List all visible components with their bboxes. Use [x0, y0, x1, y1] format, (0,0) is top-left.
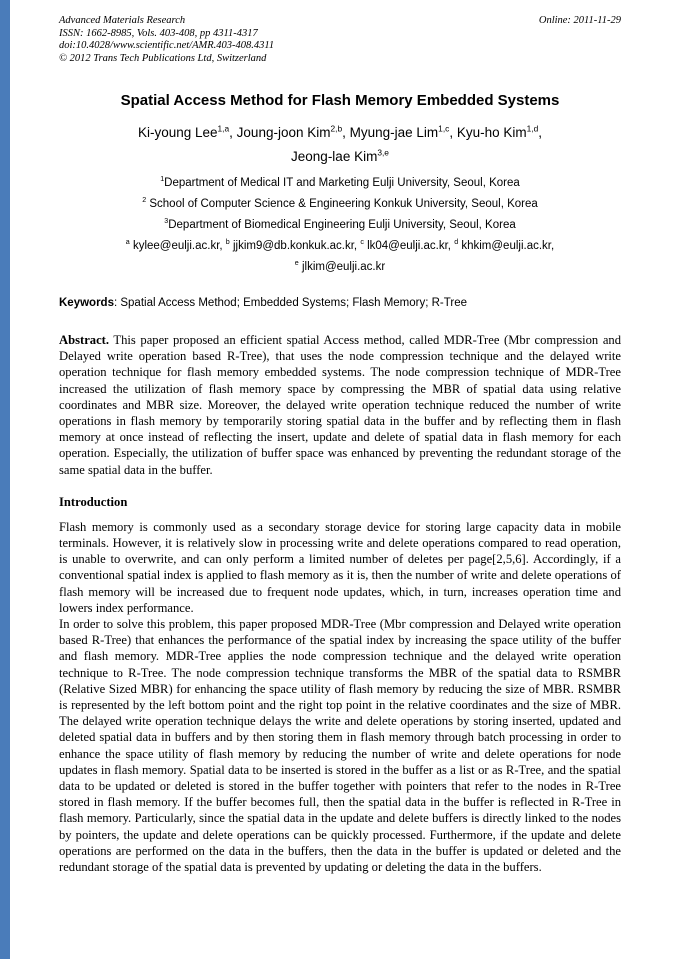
author-name — [350, 125, 457, 140]
keywords-text: : Spatial Access Method; Embedded Systems; Flash Memory; R-Tree — [113, 297, 467, 309]
author-name-text: Myung-jae Lim — [349, 125, 439, 140]
email-superscript: d — [454, 238, 459, 247]
copyright-line: © 2012 Trans Tech Publications Ltd, Switzerland — [59, 52, 267, 64]
email-line-1 — [59, 240, 621, 252]
author-superscript: 1,d — [526, 123, 539, 134]
affiliation-superscript: 3 — [164, 217, 169, 226]
author-name — [457, 125, 542, 140]
email-superscript: e — [294, 259, 299, 268]
affiliation-text: School of Computer Science & Engineering Konkuk University, Seoul, Korea — [146, 198, 538, 210]
left-edge-bar — [0, 0, 10, 959]
email-item — [295, 261, 385, 273]
emails-block — [59, 240, 621, 273]
page-content — [59, 15, 621, 875]
affiliation-text: Department of Biomedical Engineering Eulji University, Seoul, Korea — [168, 219, 516, 231]
doi-line: doi:10.4028/www.scientific.net/AMR.403-408.4311 — [59, 40, 275, 51]
author-name-text: Jeong-lae Kim — [291, 149, 378, 164]
affiliations-block — [59, 177, 621, 231]
section-heading-introduction: Introduction — [59, 494, 128, 509]
email-item — [454, 240, 554, 252]
author-name — [138, 125, 237, 140]
authors-line-1 — [59, 125, 621, 140]
author-superscript: 3,e — [377, 147, 389, 158]
journal-header — [59, 15, 621, 65]
email-address: kylee@eulji.ac.kr, — [129, 240, 226, 252]
introduction-paragraph-2: In order to solve this problem, this paper proposed MDR-Tree (Mbr compression and Delayed write operation based R-Tree) that enhances the performance of the spatial index by increasing the space utility of the buffer and flash memory. MDR-Tree applies the node compression technique and the delayed write operation technique to R-Tree. The node compression technique transforms the MBR of the spatial data to RSMBR (Relative Sized MBR) for enhancing the space utility of flash memory by reducing the size of MBR. RSMBR is represented by the left bottom point and the right top point in the relative coordinates and the size of MBR. The delayed write operation technique delays the write and delete operations by storing inserted, updated and deleted spatial data in buffers and by then storing them in flash memory through batch processing in order to enhance the space utility of flash memory by reducing the number of write and delete operations for node updates in flash memory. Spatial data to be inserted is stored in the buffer as a list or as R-Tree, and the spatial data to be updated or deleted is stored in the buffer together with pointers that refer to the nodes in R-Tree stored in flash memory. If the buffer becomes full, then the spatial data in the buffer is reflected in R-Tree in flash memory. Particularly, since the spatial data in the update and delete buffers is directly linked to the nodes by pointers, the update and delete operations can be quickly processed. Furthermore, if the update and delete operations are performed on the data in the buffers, then the data in the buffer is updated or deleted and the redundant storage of the spatial data is prevented by updating or deleting the data in the buffers. — [59, 617, 621, 875]
affiliation-line — [59, 219, 621, 231]
abstract-paragraph — [59, 332, 621, 478]
email-item — [360, 240, 454, 252]
affiliation-superscript: 1 — [160, 175, 165, 184]
paper-title: Spatial Access Method for Flash Memory Embedded Systems — [120, 92, 560, 109]
keywords-label: Keywords — [59, 297, 114, 309]
author-superscript: 2,b — [330, 123, 343, 134]
keywords-line — [59, 297, 621, 309]
abstract-text: This paper proposed an efficient spatial Access method, called MDR-Tree (Mbr compression and Delayed write operation based R-Tree), that uses the node compression technique and the delayed write operation technique for flash memory embedded systems. The node compression technique of MDR-Tree increased the utilization of flash memory space by compressing the MBR of spatial data using relative coordinates and MBR size. Moreover, the delayed write operation technique reduced the number of write operations in flash memory by temporarily storing spatial data in the buffer and by reflecting them in flash memory at once instead of reflecting the insert, update and delete of spatial data in flash memory for each operation. Especially, the utilization of buffer space was enhanced by preventing the redundant storage of the same spatial data in the buffer. — [59, 333, 621, 477]
author-name — [237, 125, 350, 140]
email-address: jlkim@eulji.ac.kr — [298, 261, 386, 273]
author-superscript: 1,a — [217, 123, 230, 134]
issn-line: ISSN: 1662-8985, Vols. 403-408, pp 4311-4317 — [59, 27, 258, 39]
email-address: khkim@eulji.ac.kr, — [458, 240, 555, 252]
email-item — [126, 240, 226, 252]
author-name-text: Joung-joon Kim — [236, 125, 331, 140]
author-separator: , — [342, 125, 350, 140]
affiliation-superscript: 2 — [142, 196, 147, 205]
email-address: lk04@eulji.ac.kr, — [363, 240, 455, 252]
email-superscript: b — [225, 238, 230, 247]
author-name-text: Ki-young Lee — [137, 125, 218, 140]
email-address: jjkim9@db.konkuk.ac.kr, — [229, 240, 361, 252]
author-name-text: Kyu-ho Kim — [456, 125, 527, 140]
journal-header-left — [59, 15, 274, 65]
email-superscript: a — [125, 238, 130, 247]
author-separator: , — [229, 125, 237, 140]
journal-name: Advanced Materials Research — [59, 15, 186, 26]
introduction-paragraph-1: Flash memory is commonly used as a secondary storage device for storing large capacity data in mobile terminals. However, it is relatively slow in processing write and delete operations compared to read operation, is unable to overwrite, and can only perform a limited number of deletes per page[2,5,6]. Accordingly, if a conventional spatial index is applied to flash memory as it is, then the number of write and delete operations of flash memory will be increased due to frequent node updates, which, in turn, increases operation time and lowers index performance. — [59, 519, 621, 615]
abstract-label: Abstract. — [59, 333, 110, 347]
email-item — [226, 240, 361, 252]
author-superscript: 1,c — [438, 123, 450, 134]
email-line-2 — [59, 261, 621, 273]
online-date: Online: 2011-11-29 — [538, 15, 621, 26]
authors-block — [59, 125, 621, 164]
affiliation-text: Department of Medical IT and Marketing Eulji University, Seoul, Korea — [164, 177, 520, 189]
affiliation-line — [59, 177, 621, 189]
author-separator: , — [449, 125, 457, 140]
authors-line-2 — [59, 149, 621, 164]
email-superscript: c — [360, 238, 364, 247]
affiliation-line — [59, 198, 621, 210]
author-name — [291, 149, 389, 164]
author-separator: , — [538, 125, 543, 140]
